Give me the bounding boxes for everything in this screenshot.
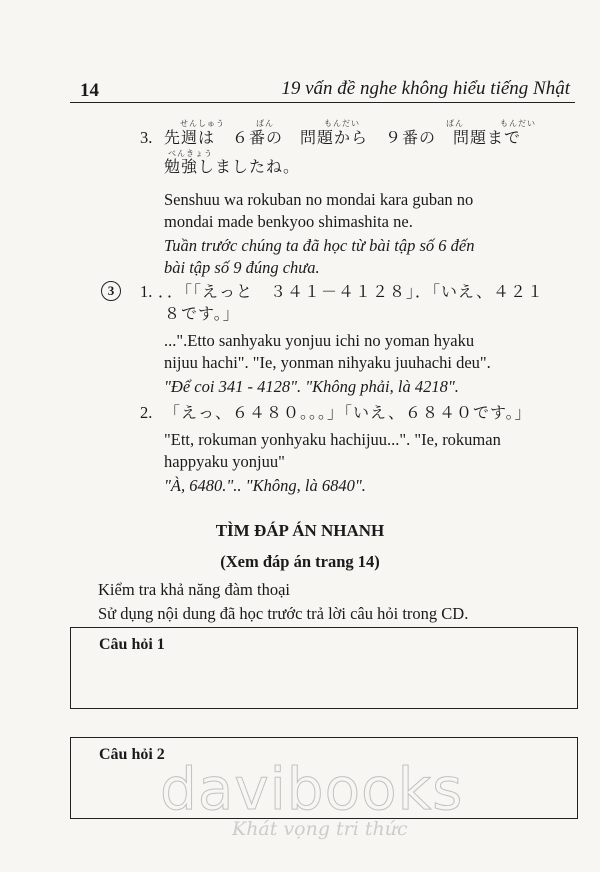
item3-romaji-1: Senshuu wa rokuban no mondai kara guban no (164, 190, 474, 209)
ruby-ban-1: ばん (256, 119, 274, 128)
s3-item1-jp-1: ．．「「えっと ３４１－４１２８」．「いえ、４２１ (158, 282, 544, 301)
item3-vi-1: Tuần trước chúng ta đã học từ bài tập số 6 đến (164, 236, 475, 255)
item3-jp-line2: 勉強しましたね。 (164, 157, 301, 176)
s3-item2-romaji-2: happyaku yonjuu" (164, 452, 285, 471)
s3-item2-vi: "À, 6480.".. "Không, là 6840". (164, 476, 366, 495)
s3-item1-vi: "Để coi 341 - 4128". "Không phải, là 4218". (164, 377, 459, 396)
section-title: TÌM ĐÁP ÁN NHANH (215, 521, 385, 540)
s3-item2-romaji-1: "Ett, rokuman yonhyaku hachijuu...". "Ie, rokuman (164, 430, 501, 449)
s3-item1-romaji-1: ...".Etto sanhyaku yonjuu ichi no yoman hyaku (164, 331, 475, 350)
running-title: 19 vấn đề nghe không hiểu tiếng Nhật (281, 78, 570, 99)
ruby-mondai-2: もんだい (500, 119, 536, 128)
question-label-1: Câu hỏi 1 (99, 636, 165, 653)
ruby-mondai-1: もんだい (324, 119, 360, 128)
ruby-ban-2: ばん (446, 119, 464, 128)
header-rule (70, 102, 575, 103)
s3-item2-number: 2. (140, 403, 153, 422)
page-number: 14 (80, 80, 99, 101)
section-circle-number: 3 (101, 281, 121, 301)
item3-number: 3. (140, 128, 153, 147)
section-subtitle: (Xem đáp án trang 14) (220, 552, 380, 571)
ruby-senshuu: せんしゅう (180, 119, 225, 128)
item3-vi-2: bài tập số 9 đúng chưa. (164, 258, 320, 277)
ruby-benkyou: べんきょう (168, 149, 213, 158)
question-label-2: Câu hỏi 2 (99, 746, 165, 763)
s3-item1-romaji-2: nijuu hachi". "Ie, yonman nihyaku juuhachi deu". (164, 353, 491, 372)
s3-item1-jp-2: ８です。」 (164, 304, 240, 323)
watermark-logo: davibooks (160, 755, 464, 823)
instruction-line-2: Sử dụng nội dung đã học trước trả lời câu hỏi trong CD. (98, 604, 469, 623)
item3-jp-line1: 先週は ６番の 問題から ９番の 問題まで (164, 128, 522, 147)
s3-item2-jp: 「えっ、６４８０。。。」「いえ、６８４０です。」 (164, 403, 532, 422)
instruction-line-1: Kiểm tra khả năng đàm thoại (98, 580, 290, 599)
s3-item1-number: 1. (140, 282, 153, 301)
question-box-1 (70, 627, 578, 709)
watermark-tagline: Khát vọng tri thức (232, 818, 408, 840)
item3-romaji-2: mondai made benkyoo shimashita ne. (164, 212, 413, 231)
